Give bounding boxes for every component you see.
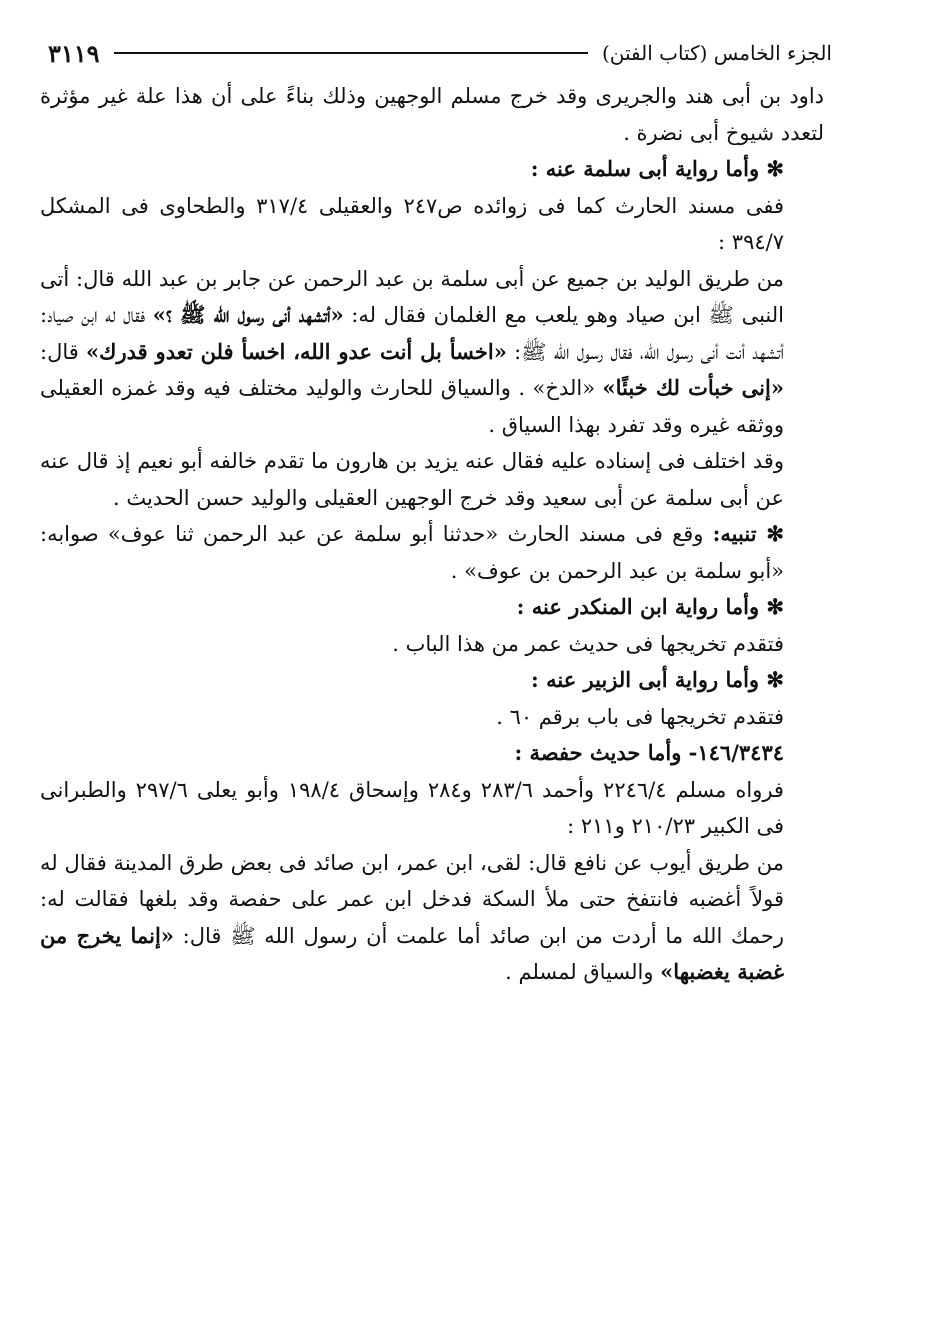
text-run: والسياق لمسلم . (505, 960, 661, 984)
text-run: من طريق الوليد بن جميع عن أبى سلمة بن عبد الرحمن عن جابر بن عبد الله قال: أتى النبى ﷺ ابن صياد وهو يلعب مع الغلمان فقال له: (40, 266, 784, 327)
quote-bold: «إنما يخرج من غضبة يغضبها» (40, 922, 784, 984)
tanbih-label: ✻ تنبيه: (712, 521, 784, 546)
text-run: وقع فى مسند الحارث «حدثنا أبو سلمة عن عبد الرحمن ثنا عوف» صوابه: «أبو سلمة بن عبد الرحمن بن عوف» . (40, 522, 784, 583)
paragraph-hadith-jabir (40, 261, 824, 444)
quote-bold: «اخسأ بل أنت عدو الله، اخسأ فلن تعدو قدرك» (86, 338, 507, 364)
section-heading-hafsa: ١٤٦/٣٤٣٤- وأما حديث حفصة : (514, 740, 784, 765)
page-body (40, 78, 824, 991)
quote-bold: «أتشهد أنى رسول الله ﷺ ؟» (152, 302, 344, 327)
paragraph-isnad-ikhtilaf: وقد اختلف فى إسناده عليه فقال عنه يزيد بن هارون ما تقدم خالفه أبو نعيم إذ قال عنه عن أبى سلمة عن أبى سعيد وقد خرج الوجهين العقيلى والوليد حسن الحديث . (40, 449, 784, 510)
paragraph-tanbih (40, 516, 824, 589)
paragraph-abi-zubair: فتقدم تخريجها فى باب برقم ٦٠ . (496, 704, 784, 729)
paragraph-hadith-nafi (40, 845, 824, 991)
paragraph-ibn-munkadir: فتقدم تخريجها فى حديث عمر من هذا الباب . (392, 631, 784, 656)
text-run: «الدخ» . والسياق للحارث والوليد مختلف فيه وقد غمزه العقيلى ووثقه غيره وقد تفرد بهذا السياق . (40, 376, 784, 437)
page-number: ٣١١٩ (48, 38, 100, 68)
quote-bold: «إنى خبأت لك خبئًا» (602, 375, 784, 400)
section-heading-ibn-munkadir: ✻ وأما رواية ابن المنكدر عنه : (516, 594, 784, 619)
paragraph-sources-hafsa: فرواه مسلم ٢٢٤٦/٤ وأحمد ٢٨٣/٦ و٢٨٤ وإسحاق ١٩٨/٤ وأبو يعلى ٢٩٧/٦ والطبرانى فى الكبير ٢١٠/٢٣ و٢١١ : (40, 777, 784, 838)
text-run: من طريق أيوب عن نافع قال: لقى، ابن عمر، ابن صائد فى بعض طرق المدينة فقال له قولاً أغضبه فانتفخ حتى ملأ السكة فدخل ابن عمر على حفصة وقد بلغها فقالت له: رحمك الله ما أردت من ابن صائد أما علمت أن رسول الله ﷺ قال: (40, 850, 784, 948)
header-rule (114, 52, 588, 54)
text-run: قال: (40, 339, 87, 364)
paragraph-continuation: داود بن أبى هند والجريرى وقد خرج مسلم الوجهين وذلك بناءً على أن هذا علة غير مؤثرة لتعدد شيوخ أبى نضرة . (40, 84, 824, 145)
paragraph-sources-abi-salama: ففى مسند الحارث كما فى زوائده ص٢٤٧ والعقيلى ٣١٧/٤ والطحاوى فى المشكل ٣٩٤/٧ : (40, 193, 784, 254)
section-heading-abi-zubair: ✻ وأما رواية أبى الزبير عنه : (531, 667, 784, 692)
running-title: الجزء الخامس (كتاب الفتن) (601, 41, 832, 65)
text-run: فقال له ابن صياد: أتشهد أنت أنى رسول الله، فقال رسول الله ﷺ: (40, 303, 784, 364)
page-header (48, 28, 832, 78)
section-heading-abi-salama: ✻ وأما رواية أبى سلمة عنه : (530, 156, 784, 181)
